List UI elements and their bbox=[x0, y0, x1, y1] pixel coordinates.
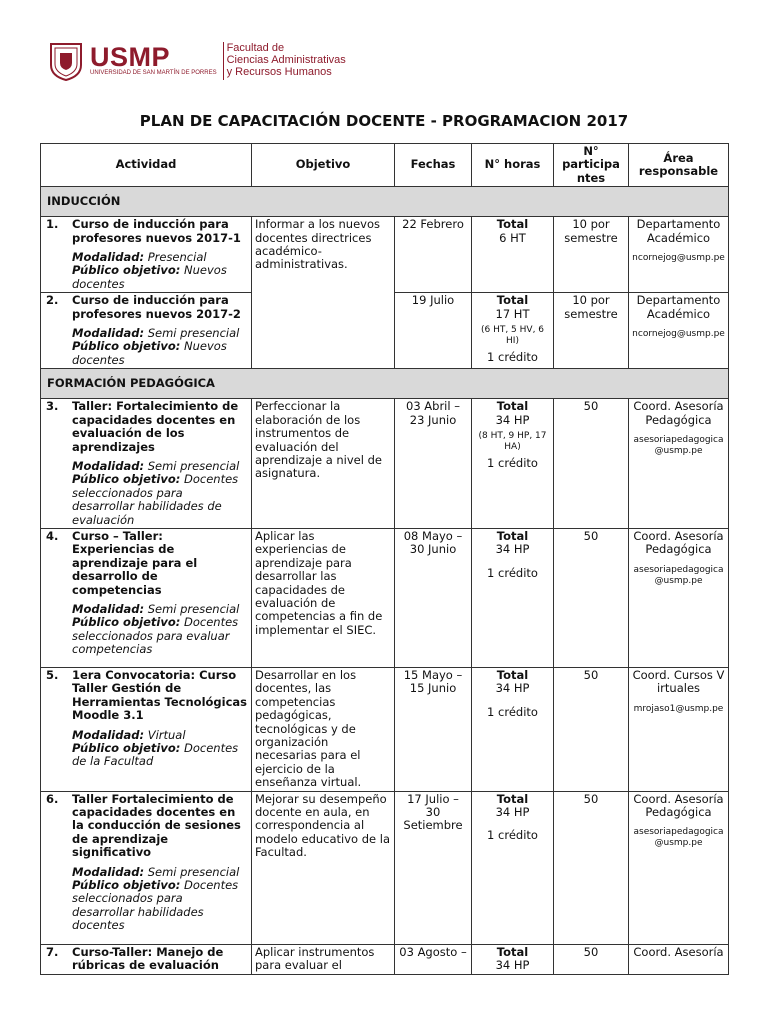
credit-value: 1 crédito bbox=[487, 456, 538, 471]
hours-total-label: Total bbox=[496, 944, 529, 959]
col-header-actividad: Actividad bbox=[41, 144, 252, 187]
activity-number: 4. bbox=[46, 528, 59, 543]
area-cell bbox=[629, 791, 729, 944]
col-header-participantes: N° participa ntes bbox=[554, 144, 629, 187]
brand-subtitle: UNIVERSIDAD DE SAN MARTÍN DE PORRES bbox=[90, 70, 217, 76]
activity-title: Curso de inducción para profesores nuevos 2017-1 bbox=[72, 217, 241, 245]
modalidad-value: Semi presencial bbox=[147, 601, 240, 616]
hours-cell bbox=[472, 399, 554, 529]
table-row bbox=[41, 791, 729, 944]
dates-cell: 22 Febrero bbox=[395, 217, 472, 293]
area-cell bbox=[629, 528, 729, 667]
participants-cell: 50 bbox=[554, 399, 629, 529]
activity-number: 2. bbox=[46, 293, 59, 308]
area-name: Coord. Asesoría bbox=[633, 944, 724, 959]
dates-cell: 03 Abril – 23 Junio bbox=[395, 399, 472, 529]
document-title: PLAN DE CAPACITACIÓN DOCENTE - PROGRAMACION 2017 bbox=[139, 112, 629, 130]
hours-value: 34 HP bbox=[495, 805, 530, 819]
activity-title: Taller: Fortalecimiento de capacidades docentes en evaluación de los aprendizajes bbox=[72, 399, 239, 454]
objective-cell: Informar a los nuevos docentes directrices académico-administrativas. bbox=[252, 217, 395, 369]
hours-total-label: Total bbox=[496, 217, 529, 232]
col-header-area: Área responsable bbox=[629, 144, 729, 187]
publico-value: Nuevos docentes bbox=[72, 263, 227, 291]
objective-cell: Aplicar instrumentos para evaluar el bbox=[252, 944, 395, 974]
objective-cell: Perfeccionar la elaboración de los instrumentos de evaluación del aprendizaje a nivel de asignatura. bbox=[252, 399, 395, 529]
modalidad-label: Modalidad: bbox=[72, 864, 145, 879]
university-seal-icon bbox=[48, 41, 84, 81]
activity-cell bbox=[41, 528, 252, 667]
table-row bbox=[41, 667, 729, 791]
hours-value: 17 HT bbox=[495, 306, 530, 321]
area-email: asesoriapedagogica@usmp.pe bbox=[633, 435, 724, 457]
area-name: Coord. Asesoría Pedagógica bbox=[633, 528, 724, 557]
publico-value: Nuevos docentes bbox=[72, 339, 227, 367]
area-name: Departamento Académico bbox=[636, 217, 721, 245]
publico-label: Público objetivo: bbox=[72, 615, 181, 630]
activity-number: 6. bbox=[46, 791, 59, 806]
participants-cell: 50 bbox=[554, 791, 629, 944]
activity-number: 7. bbox=[46, 944, 59, 959]
area-cell bbox=[629, 399, 729, 529]
modalidad-label: Modalidad: bbox=[72, 727, 145, 742]
publico-value: Docentes seleccionados para evaluar competencias bbox=[72, 615, 239, 657]
area-cell bbox=[629, 944, 729, 974]
table-row bbox=[41, 399, 729, 529]
publico-label: Público objetivo: bbox=[72, 263, 181, 278]
area-cell bbox=[629, 217, 729, 293]
publico-value: Docentes seleccionados para desarrollar habilidades docentes bbox=[72, 878, 239, 933]
activity-number: 1. bbox=[46, 217, 59, 232]
activity-cell bbox=[41, 399, 252, 529]
objective-cell: Aplicar las experiencias de aprendizaje para desarrollar las capacidades de evaluación de competencias a fin de implementar el SIEC. bbox=[252, 528, 395, 667]
training-plan-table bbox=[40, 143, 729, 975]
hours-value: 34 HP bbox=[495, 958, 530, 972]
dates-cell: 17 Julio – 30 Setiembre bbox=[395, 791, 472, 944]
table-row bbox=[41, 217, 729, 293]
activity-title: Taller Fortalecimiento de capacidades docentes en la conducción de sesiones de aprendizaje significativo bbox=[72, 791, 241, 860]
area-name: Coord. Asesoría Pedagógica bbox=[633, 399, 724, 427]
participants-cell: 10 por semestre bbox=[554, 217, 629, 293]
credit-value: 1 crédito bbox=[487, 828, 538, 843]
modalidad-value: Semi presencial bbox=[147, 326, 240, 341]
objective-cell: Desarrollar en los docentes, las competencias pedagógicas, tecnológicas y de organización necesarias para el ejercicio de la enseñanza virtual. bbox=[252, 667, 395, 791]
hours-detail: (8 HT, 9 HP, 17 HA) bbox=[478, 431, 547, 453]
activity-title: Curso-Taller: Manejo de rúbricas de evaluación bbox=[72, 944, 224, 972]
activity-cell bbox=[41, 293, 252, 369]
hours-cell bbox=[472, 528, 554, 667]
area-email: mrojaso1@usmp.pe bbox=[633, 703, 724, 714]
col-header-fechas: Fechas bbox=[395, 144, 472, 187]
publico-label: Público objetivo: bbox=[72, 878, 181, 893]
brand-name: USMP bbox=[90, 42, 171, 72]
objective-cell: Mejorar su desempeño docente en aula, en correspondencia al modelo educativo de la Facultad. bbox=[252, 791, 395, 944]
area-cell bbox=[629, 667, 729, 791]
section-row bbox=[41, 187, 729, 217]
activity-number: 3. bbox=[46, 399, 59, 414]
modalidad-label: Modalidad: bbox=[72, 458, 145, 473]
activity-cell bbox=[41, 791, 252, 944]
section-row bbox=[41, 369, 729, 399]
publico-value: Docentes de la Facultad bbox=[72, 740, 239, 769]
hours-total-label: Total bbox=[496, 791, 529, 806]
modalidad-label: Modalidad: bbox=[72, 326, 145, 341]
area-name: Coord. Asesoría Pedagógica bbox=[633, 791, 724, 819]
activity-title: Curso – Taller: Experiencias de aprendizaje para el desarrollo de competencias bbox=[72, 528, 198, 597]
hours-value: 34 HP bbox=[495, 542, 530, 557]
activity-title: 1era Convocatoria: Curso Taller Gestión de Herramientas Tecnológicas Moodle 3.1 bbox=[72, 667, 248, 723]
col-header-horas: N° horas bbox=[472, 144, 554, 187]
modalidad-label: Modalidad: bbox=[72, 250, 145, 265]
publico-value: Docentes seleccionados para desarrollar habilidades de evaluación bbox=[72, 472, 239, 527]
hours-cell bbox=[472, 791, 554, 944]
faculty-name: Facultad de Ciencias Administrativas y Recursos Humanos bbox=[223, 42, 346, 80]
section-name: FORMACIÓN PEDAGÓGICA bbox=[41, 369, 729, 399]
table-row bbox=[41, 944, 729, 974]
modalidad-value: Semi presencial bbox=[147, 864, 240, 879]
modalidad-value: Semi presencial bbox=[147, 458, 240, 473]
dates-cell: 08 Mayo – 30 Junio bbox=[395, 528, 472, 667]
activity-cell bbox=[41, 667, 252, 791]
dates-cell: 03 Agosto – bbox=[395, 944, 472, 974]
hours-total-label: Total bbox=[496, 293, 529, 308]
hours-cell bbox=[472, 293, 554, 369]
hours-detail: (6 HT, 5 HV, 6 HI) bbox=[480, 325, 545, 347]
area-cell bbox=[629, 293, 729, 369]
col-header-objetivo: Objetivo bbox=[252, 144, 395, 187]
publico-label: Público objetivo: bbox=[72, 339, 181, 354]
participants-cell: 50 bbox=[554, 667, 629, 791]
activity-number: 5. bbox=[46, 667, 59, 682]
dates-cell: 19 Julio bbox=[395, 293, 472, 369]
hours-value: 34 HP bbox=[495, 412, 530, 427]
area-name: Coord. Cursos Virtuales bbox=[632, 667, 725, 696]
table-header-row bbox=[41, 144, 729, 187]
publico-label: Público objetivo: bbox=[72, 740, 181, 755]
participants-cell: 50 bbox=[554, 528, 629, 667]
area-email: ncornejog@usmp.pe bbox=[632, 253, 725, 264]
hours-cell bbox=[472, 667, 554, 791]
dates-cell: 15 Mayo – 15 Junio bbox=[395, 667, 472, 791]
header bbox=[48, 38, 346, 84]
modalidad-value: Virtual bbox=[147, 727, 186, 742]
publico-label: Público objetivo: bbox=[72, 472, 181, 487]
table-row bbox=[41, 528, 729, 667]
section-name: INDUCCIÓN bbox=[41, 187, 729, 217]
area-email: asesoriapedagogica@usmp.pe bbox=[633, 564, 724, 586]
area-name: Departamento Académico bbox=[636, 293, 721, 321]
hours-value: 34 HP bbox=[495, 681, 530, 696]
activity-cell bbox=[41, 217, 252, 293]
modalidad-value: Presencial bbox=[147, 250, 207, 265]
credit-value: 1 crédito bbox=[487, 565, 538, 580]
activity-cell bbox=[41, 944, 252, 974]
participants-cell: 10 por semestre bbox=[554, 293, 629, 369]
credit-value: 1 crédito bbox=[487, 350, 538, 365]
modalidad-label: Modalidad: bbox=[72, 601, 145, 616]
hours-total-label: Total bbox=[496, 528, 529, 543]
area-email: asesoriapedagogica@usmp.pe bbox=[633, 827, 724, 849]
activity-title: Curso de inducción para profesores nuevos 2017-2 bbox=[72, 293, 241, 321]
hours-cell bbox=[472, 217, 554, 293]
hours-total-label: Total bbox=[496, 399, 529, 414]
hours-cell bbox=[472, 944, 554, 974]
credit-value: 1 crédito bbox=[487, 704, 538, 719]
hours-total-label: Total bbox=[496, 667, 529, 682]
area-email: ncornejog@usmp.pe bbox=[632, 329, 725, 340]
participants-cell: 50 bbox=[554, 944, 629, 974]
hours-value: 6 HT bbox=[499, 230, 526, 245]
